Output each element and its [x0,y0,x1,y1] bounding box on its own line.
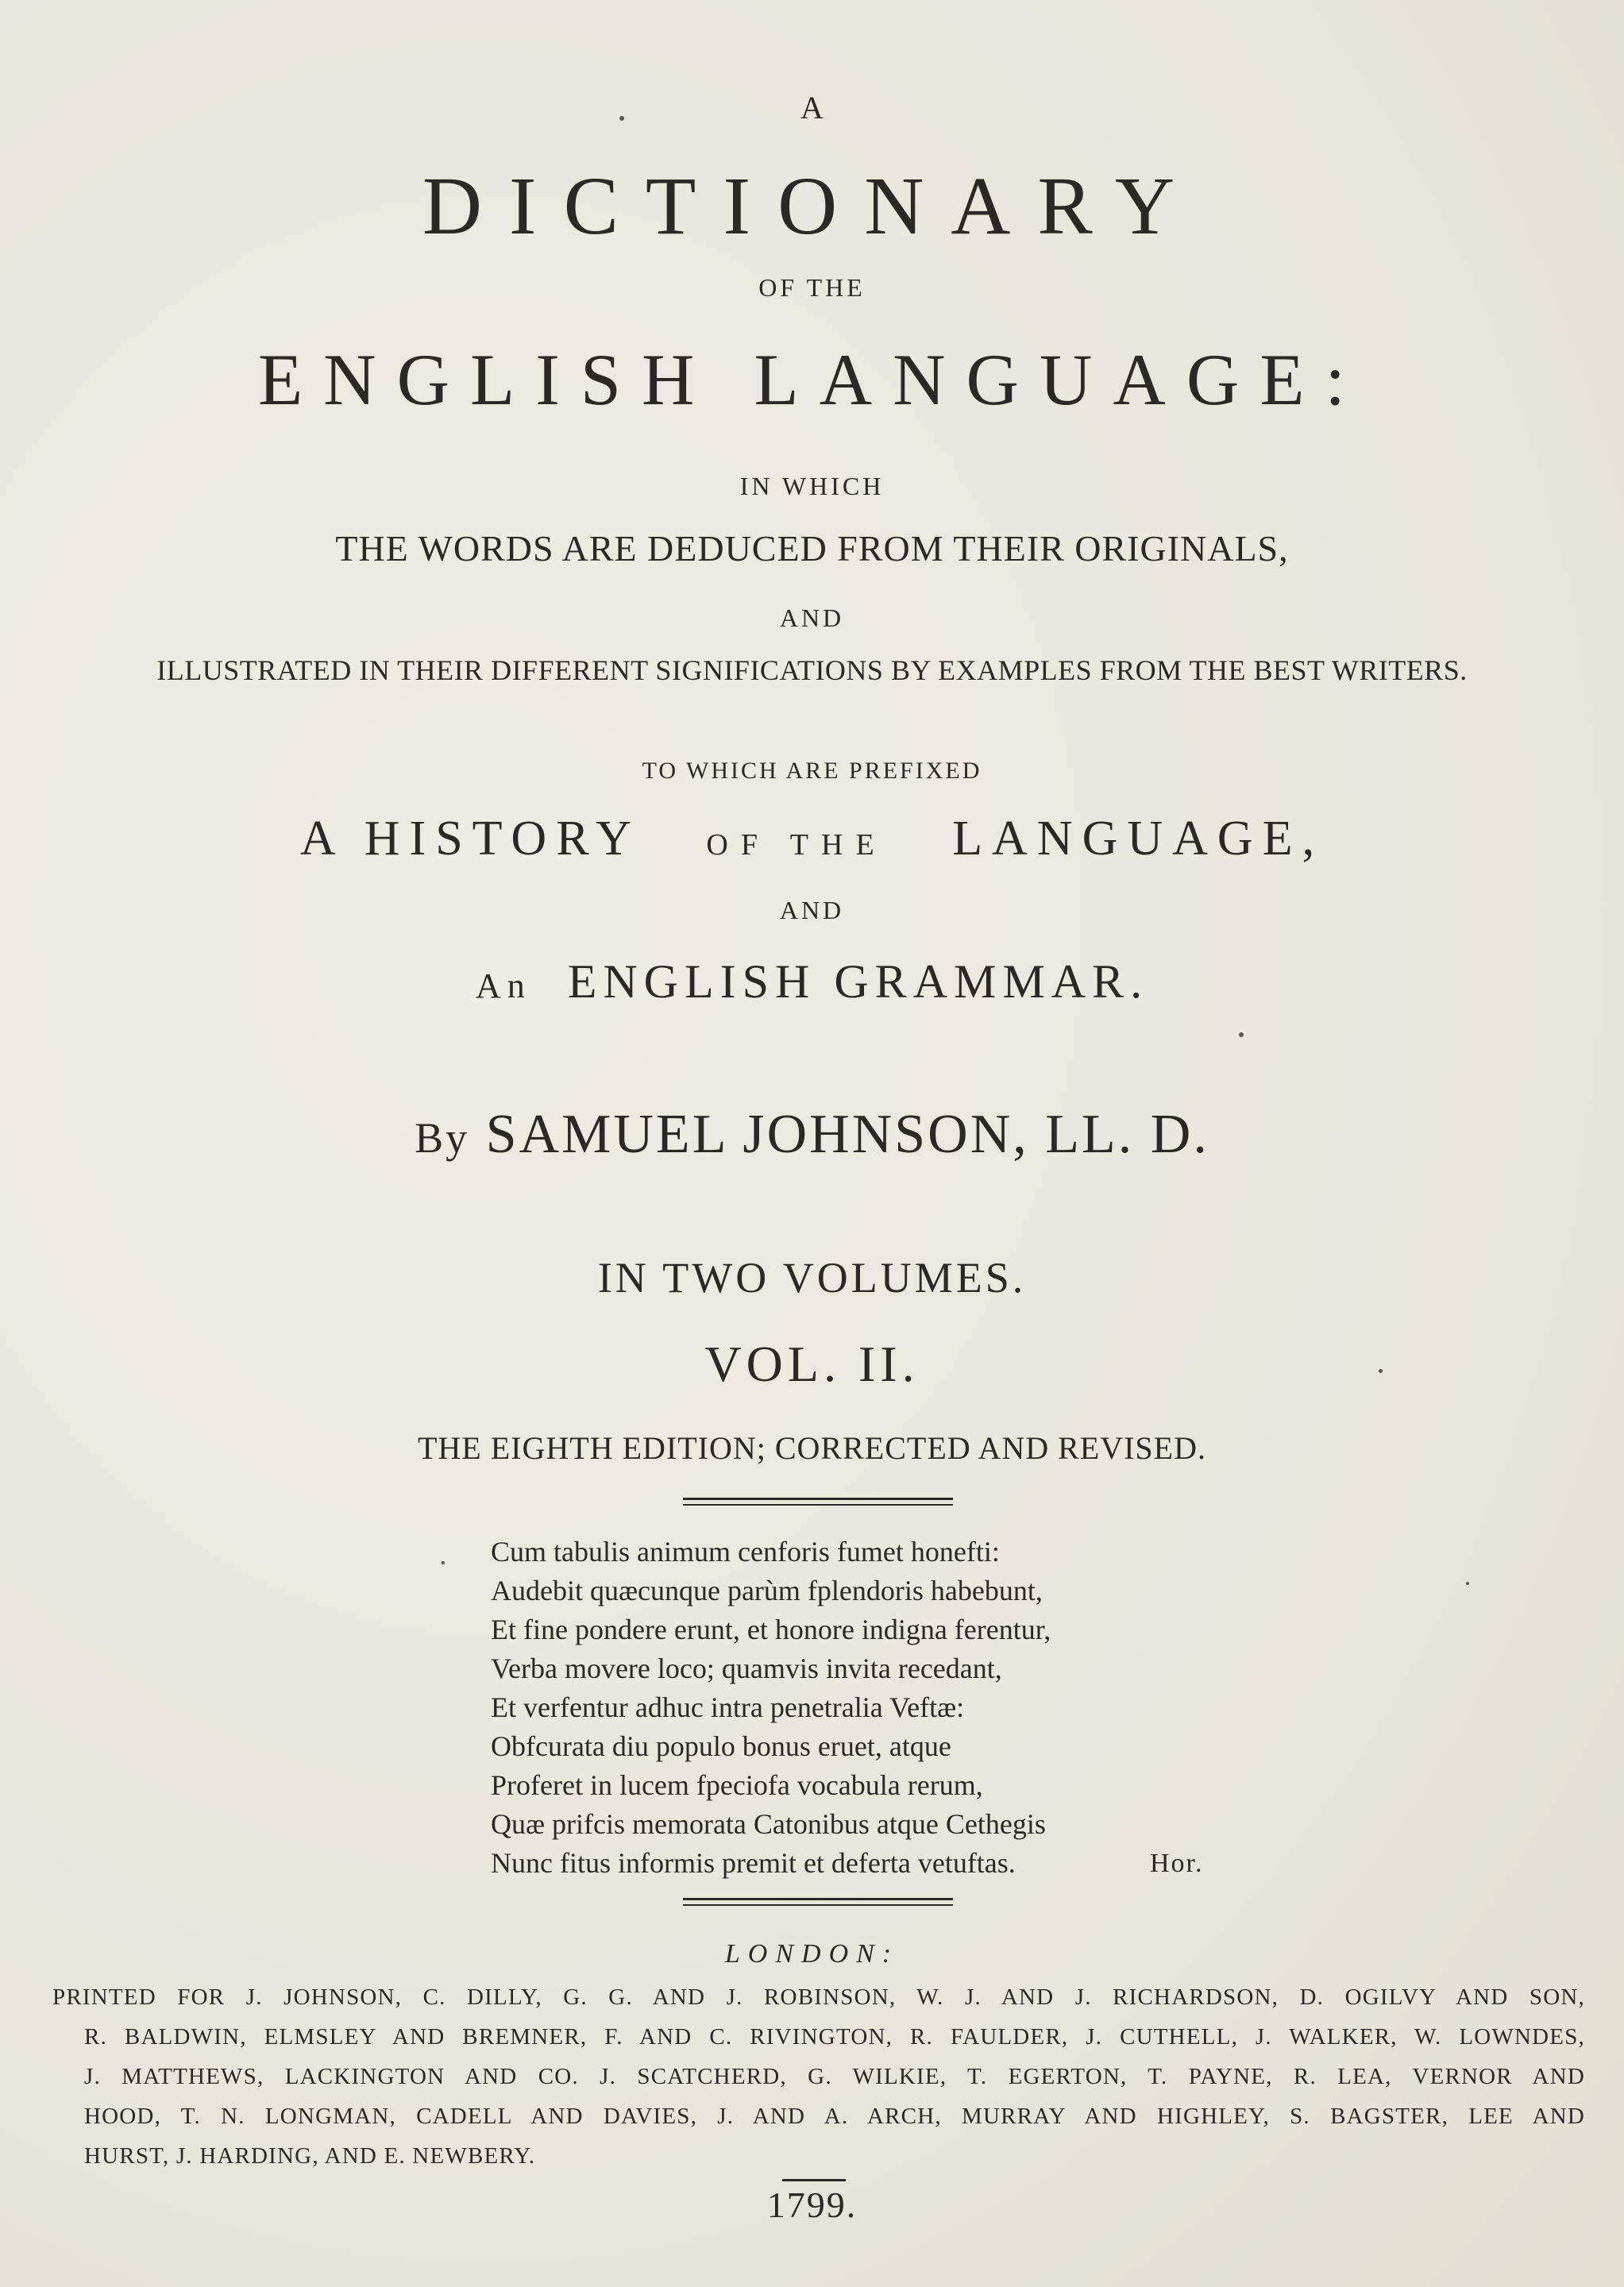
paper-speck [1239,1032,1244,1037]
paper-speck [442,1561,445,1564]
subtitle-and-2: AND [779,896,845,924]
epigraph [491,1533,1285,1883]
divider-rule-top [683,1498,953,1506]
title-language: ENGLISH LANGUAGE: [257,339,1367,420]
epigraph-line: Cum tabulis animum cenforis fumet honefti: [491,1536,1000,1568]
volume-number: VOL. II. [704,1336,920,1392]
imprint-line: HURST, J. HARDING, AND E. NEWBERY. [84,2143,536,2169]
subtitle-line-2: ILLUSTRATED IN THEIR DIFFERENT SIGNIFICATIONS BY EXAMPLES FROM THE BEST WRITERS. [156,654,1468,686]
subtitle-prefixed: TO WHICH ARE PREFIXED [642,758,982,784]
epigraph-line: Nunc fitus informis premit et deferta vetuftas. [491,1847,1016,1879]
imprint-line: PRINTED FOR J. JOHNSON, C. DILLY, G. G. AND J. ROBINSON, W. J. AND J. RICHARDSON, D. OGILVY AND SON, [52,1984,1585,2010]
history-a: A HISTORY [299,812,641,866]
author-name: SAMUEL JOHNSON, LL. D. [485,1104,1209,1165]
title-article: A [800,90,824,125]
grammar-an: An [475,966,531,1005]
divider-rule-bottom [683,1898,953,1906]
title-main: DICTIONARY [422,160,1202,252]
imprint-year: 1799. [766,2185,858,2225]
epigraph-line: Proferet in lucem fpeciofa vocabula rerum, [491,1769,983,1801]
imprint-line: R. BALDWIN, ELMSLEY AND BREMNER, F. AND C. RIVINGTON, R. FAULDER, J. CUTHELL, J. WALKER, W. LOWNDES, [84,2024,1585,2050]
history-language: LANGUAGE, [952,812,1325,866]
subtitle-and-1: AND [779,604,845,632]
epigraph-line: Audebit quæcunque parùm fplendoris habebunt, [491,1575,1043,1606]
imprint-line: HOOD, T. N. LONGMAN, CADELL AND DAVIES, J. AND A. ARCH, MURRAY AND HIGHLEY, S. BAGSTER, LEE AND [84,2104,1585,2129]
edition-statement: THE EIGHTH EDITION; CORRECTED AND REVISED. [417,1430,1206,1466]
author-line [0,1104,1624,1165]
history-heading [0,812,1624,866]
history-of-the: OF THE [706,828,887,862]
divider-rule-year [782,2179,846,2181]
imprint-line: J. MATTHEWS, LACKINGTON AND CO. J. SCATCHERD, G. WILKIE, T. EGERTON, T. PAYNE, R. LEA, VERNOR AND [84,2064,1585,2089]
grammar-rest: ENGLISH GRAMMAR. [567,955,1149,1008]
paper-speck [1379,1369,1383,1373]
epigraph-line: Et verfentur adhuc intra penetralia Veftæ: [491,1691,965,1723]
author-by: By [415,1114,470,1162]
paper-speck [1466,1582,1469,1585]
epigraph-line: Obfcurata diu populo bonus eruet, atque [491,1730,951,1762]
paper-speck [619,116,624,121]
subtitle-line-1: THE WORDS ARE DEDUCED FROM THEIR ORIGINALS, [335,528,1289,569]
volumes-count: IN TWO VOLUMES. [597,1254,1027,1302]
subtitle-in-which: IN WHICH [739,472,885,500]
epigraph-line: Quæ prifcis memorata Catonibus atque Cethegis [491,1808,1046,1840]
imprint-printers [52,1977,1585,2176]
epigraph-citation: Hor. [1150,1849,1204,1878]
title-of-the: OF THE [758,273,866,302]
imprint-city: LONDON: [724,1939,900,1969]
epigraph-line: Et fine pondere erunt, et honore indigna ferentur, [491,1614,1051,1645]
grammar-heading [0,955,1624,1008]
epigraph-line: Verba movere loco; quamvis invita recedant, [491,1653,1002,1684]
